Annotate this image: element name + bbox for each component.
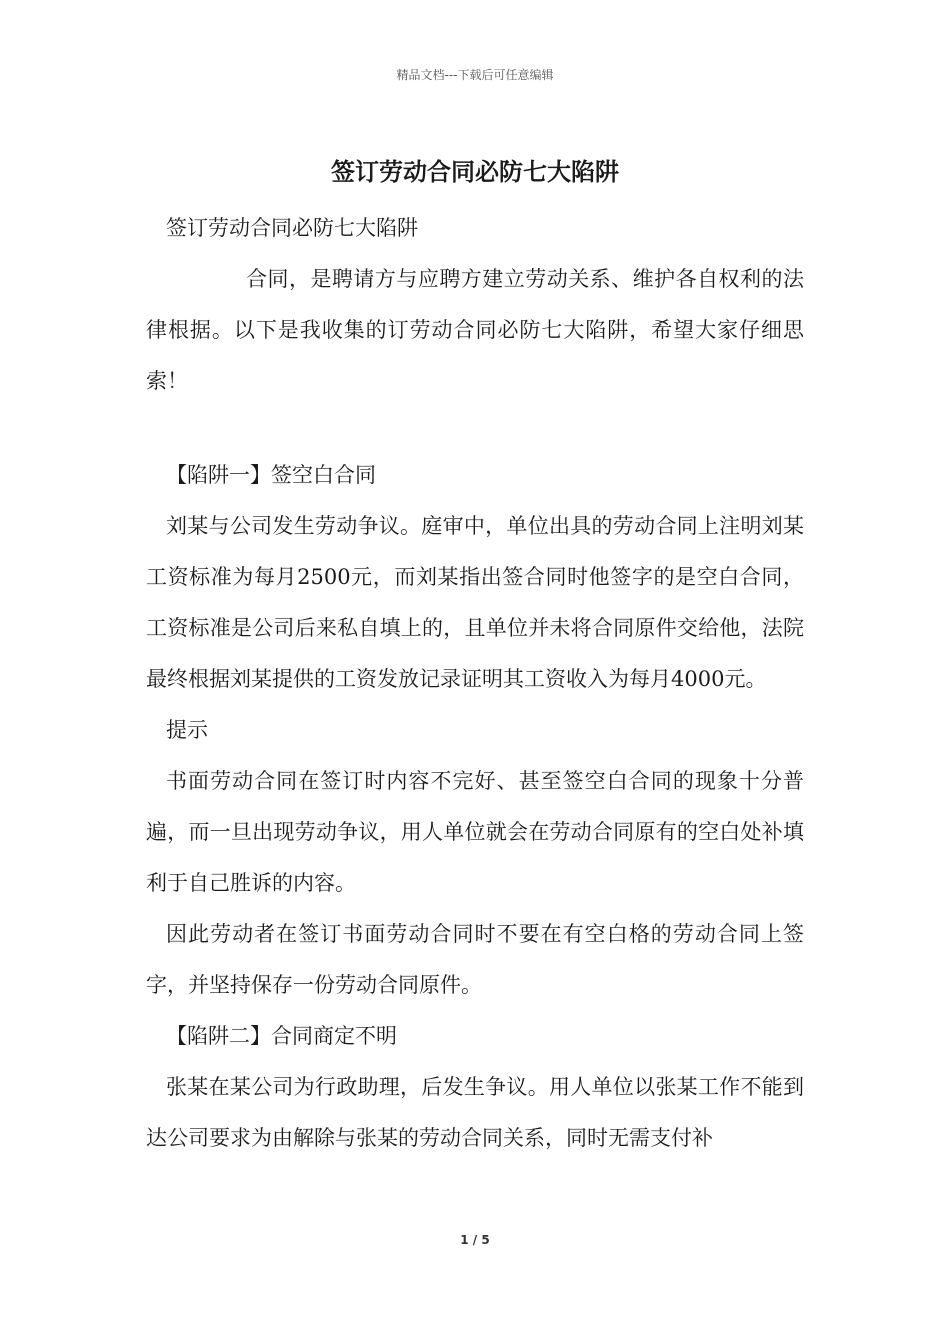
document-body xyxy=(146,203,804,1164)
tip-heading: 提示 xyxy=(166,718,208,742)
page-header: 精品文档---下载后可任意编辑 xyxy=(396,68,554,82)
section-spacer xyxy=(146,407,804,450)
case-paragraph: 刘某与公司发生劳动争议。庭审中，单位出具的劳动合同上注明刘某工资标准为每月2500元，而刘某指出签合同时他签字的是空白合同，工资标准是公司后来私自填上的，且单位并未将合同原件交给他，法院最终根据刘某提供的工资发放记录证明其工资收入为每月4000元。 xyxy=(146,514,804,691)
section-heading-trap-2: 【陷阱二】合同商定不明 xyxy=(166,1024,397,1048)
subtitle-paragraph: 签订劳动合同必防七大陷阱 xyxy=(166,216,418,240)
advice-paragraph: 因此劳动者在签订书面劳动合同时不要在有空白格的劳动合同上签字，并坚持保存一份劳动合同原件。 xyxy=(146,922,804,997)
document-title: 签订劳动合同必防七大陷阱 xyxy=(331,158,619,186)
section-heading-trap-1: 【陷阱一】签空白合同 xyxy=(166,463,376,487)
intro-paragraph: 合同，是聘请方与应聘方建立劳动关系、维护各自权利的法律根据。以下是我收集的订劳动合同必防七大陷阱，希望大家仔细思索！ xyxy=(146,267,804,393)
tip-paragraph: 书面劳动合同在签订时内容不完好、甚至签空白合同的现象十分普遍，而一旦出现劳动争议，用人单位就会在劳动合同原有的空白处补填利于自己胜诉的内容。 xyxy=(146,769,804,895)
page-number: 1 / 5 xyxy=(460,1233,490,1247)
case-paragraph-2: 张某在某公司为行政助理，后发生争议。用人单位以张某工作不能到达公司要求为由解除与张某的劳动合同关系，同时无需支付补 xyxy=(146,1075,804,1150)
